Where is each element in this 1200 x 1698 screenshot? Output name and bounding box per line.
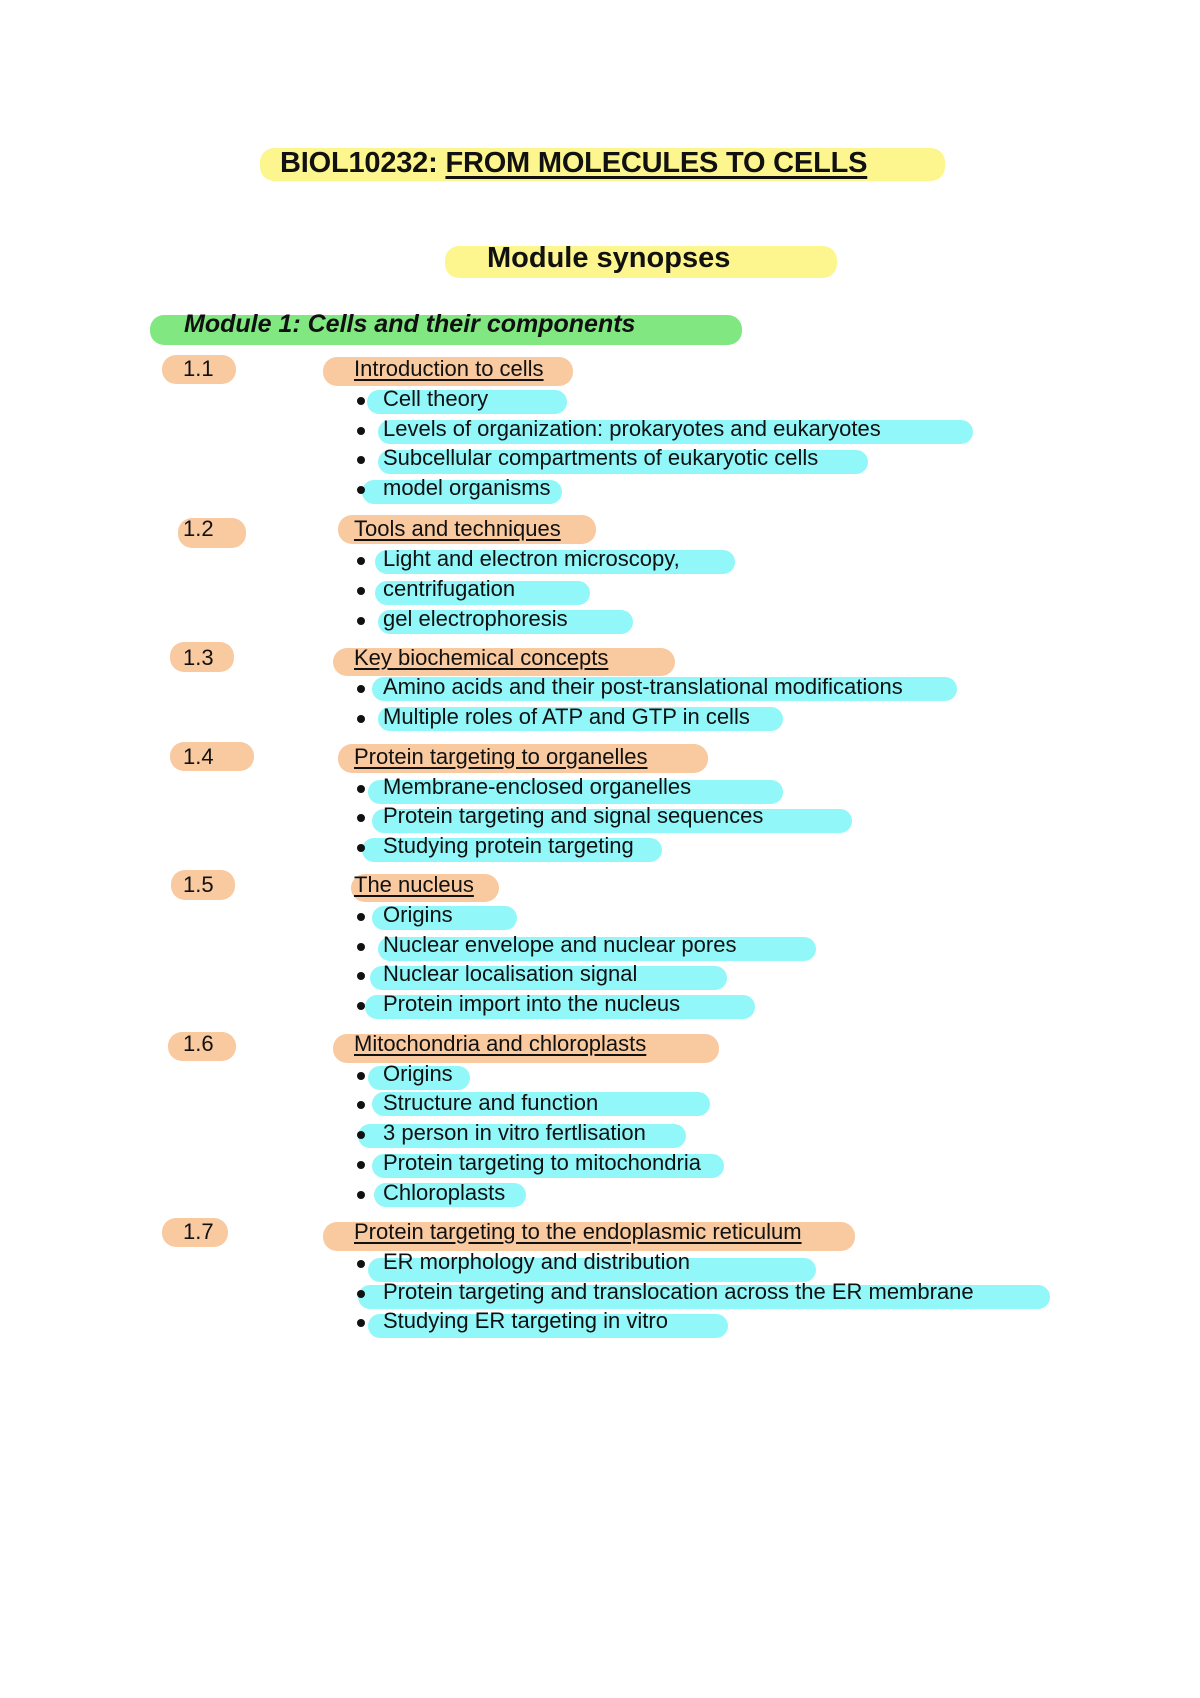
- list-item: Light and electron microscopy,: [383, 546, 680, 571]
- list-item: gel electrophoresis: [383, 606, 568, 631]
- list-item: Amino acids and their post-translational modifications: [383, 674, 903, 699]
- document-title: [280, 147, 867, 180]
- list-item: ER morphology and distribution: [383, 1249, 690, 1274]
- list-item: Protein import into the nucleus: [383, 991, 681, 1016]
- section-title: Mitochondria and chloroplasts: [354, 1031, 647, 1056]
- list-item: Structure and function: [383, 1090, 599, 1115]
- list-item: model organisms: [383, 475, 551, 500]
- section-number: 1.6: [183, 1031, 214, 1056]
- list-item: Cell theory: [383, 386, 489, 411]
- section-title: Key biochemical concepts: [354, 645, 609, 670]
- list-item: Nuclear localisation signal: [383, 961, 638, 986]
- section-number: 1.5: [183, 872, 214, 897]
- list-item: Protein targeting to mitochondria: [383, 1150, 701, 1175]
- list-item: centrifugation: [383, 576, 516, 601]
- list-item: Origins: [383, 902, 453, 927]
- list-item: Levels of organization: prokaryotes and eukaryotes: [383, 416, 881, 441]
- section-number: 1.7: [183, 1219, 214, 1244]
- list-item: Protein targeting and signal sequences: [383, 803, 764, 828]
- list-item: Origins: [383, 1061, 453, 1086]
- list-item: Membrane-enclosed organelles: [383, 774, 692, 799]
- list-item: Subcellular compartments of eukaryotic cells: [383, 445, 819, 470]
- list-item: Multiple roles of ATP and GTP in cells: [383, 704, 750, 729]
- page-heading: Module synopses: [487, 242, 731, 274]
- section-title: The nucleus: [354, 872, 474, 897]
- section-title: Tools and techniques: [354, 516, 561, 541]
- list-item: Studying protein targeting: [383, 833, 634, 858]
- module-title: Module 1: Cells and their components: [184, 310, 636, 338]
- course-name: FROM MOLECULES TO CELLS: [445, 147, 868, 179]
- list-item: Studying ER targeting in vitro: [383, 1308, 668, 1333]
- section-number: 1.3: [183, 645, 214, 670]
- section-title: Protein targeting to the endoplasmic reticulum: [354, 1219, 802, 1244]
- section-title: Protein targeting to organelles: [354, 744, 648, 769]
- list-item: Protein targeting and translocation across the ER membrane: [383, 1279, 974, 1304]
- course-code: BIOL10232:: [280, 147, 438, 179]
- list-item: Chloroplasts: [383, 1180, 506, 1205]
- section-number: 1.1: [183, 356, 214, 381]
- section-title: Introduction to cells: [354, 356, 544, 381]
- section-number: 1.4: [183, 744, 214, 769]
- list-item: 3 person in vitro fertlisation: [383, 1120, 646, 1145]
- list-item: Nuclear envelope and nuclear pores: [383, 932, 737, 957]
- section-number: 1.2: [183, 516, 214, 541]
